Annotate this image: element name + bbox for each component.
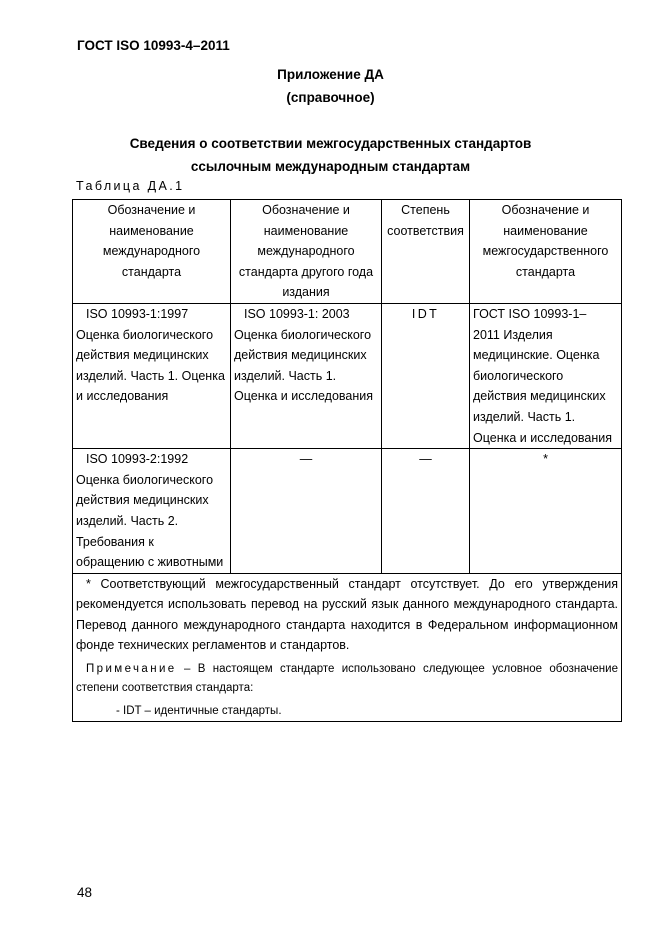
header-other-year-standard: Обозначение и наименование международного стандарта другого года издания: [231, 200, 382, 304]
cell-correspondence-degree: IDT: [382, 303, 470, 448]
table-footnote: * Соответствующий межгосударственный стандарт отсутствует. До его утверждения рекомендуется использовать перевод на русский язык данного международного стандарта. Перевод данного международного стандарта находится в Федеральном информационном фонде технических регламентов и стандартов. Примечание – В настоящем стандарте использовано следующее условное обозначение степени соответствия стандарта: - IDT – идентичные стандарты.: [73, 573, 622, 721]
cell-interstate-standard: ГОСТ ISO 10993-1– 2011 Изделия медицинские. Оценка биологического действия медицинских изделий. Часть 1. Оценка и исследования: [470, 303, 622, 448]
cell-international-standard: ISO 10993-2:1992 Оценка биологического действия медицинских изделий. Часть 2. Требования к обращению с животными: [73, 449, 231, 574]
table-note: Примечание – В настоящем стандарте использовано следующее условное обозначение степени соответствия стандарта:: [76, 663, 618, 695]
appendix-heading-line1: Сведения о соответствии межгосударственных стандартов: [129, 136, 532, 151]
header-interstate-standard: Обозначение и наименование межгосударственного стандарта: [470, 200, 622, 304]
cell-interstate-standard: *: [470, 449, 622, 574]
correspondence-table: [72, 199, 622, 722]
table-row: [73, 303, 622, 448]
cell-other-year-standard: ISO 10993-1: 2003 Оценка биологического действия медицинских изделий. Часть 1. Оценка и исследования: [231, 303, 382, 448]
document-code: ГОСТ ISO 10993-4–2011: [77, 38, 230, 53]
note-label: Примечание: [86, 663, 177, 676]
header-correspondence-degree: Степень соответствия: [382, 200, 470, 304]
cell-other-year-standard: —: [231, 449, 382, 574]
cell-correspondence-degree: —: [382, 449, 470, 574]
header-international-standard: Обозначение и наименование международного стандарта: [73, 200, 231, 304]
table-footnote-row: [73, 573, 622, 721]
table-caption: Таблица ДА.1: [76, 179, 185, 193]
appendix-title: Приложение ДА: [277, 67, 384, 82]
appendix-subtitle: (справочное): [286, 90, 375, 105]
table-row: [73, 449, 622, 574]
cell-international-standard: ISO 10993-1:1997 Оценка биологического действия медицинских изделий. Часть 1. Оценка и исследования: [73, 303, 231, 448]
appendix-heading-line2: ссылочным международным стандартам: [190, 159, 471, 174]
idt-definition: - IDT – идентичные стандарты.: [116, 705, 282, 718]
table-header-row: [73, 200, 622, 304]
page-number: 48: [77, 885, 93, 900]
